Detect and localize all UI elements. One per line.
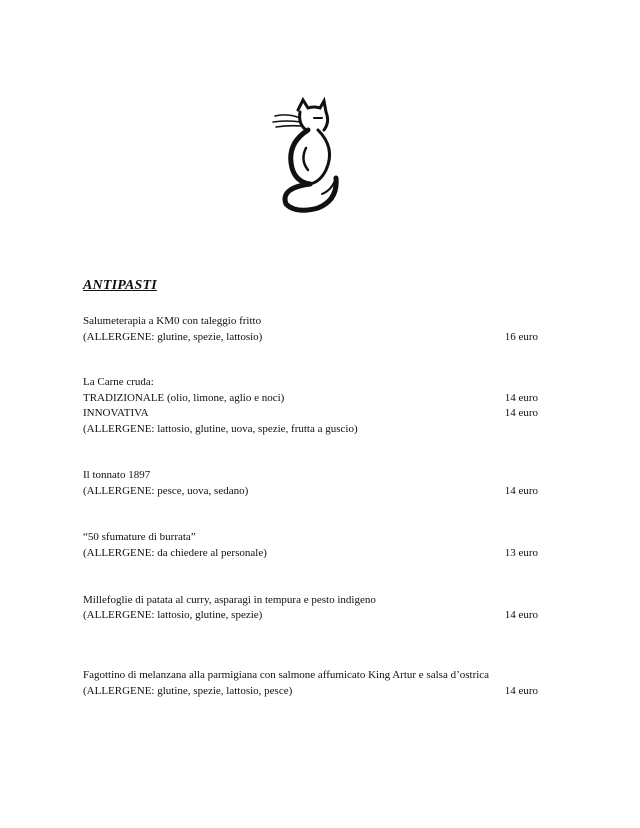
dish-allergens: (ALLERGENE: da chiedere al personale) xyxy=(83,547,267,559)
dish-price: 14 euro xyxy=(504,609,538,621)
dish-allergens: (ALLERGENE: glutine, spezie, lattosio) xyxy=(83,331,263,343)
dish-variant: INNOVATIVA xyxy=(83,407,149,419)
dish-name: Millefoglie di patata al curry, asparagi in tempura e pesto indigeno xyxy=(83,594,376,606)
dish-allergens: (ALLERGENE: lattosio, glutine, uova, spezie, frutta a guscio) xyxy=(83,423,358,435)
dish-allergens: (ALLERGENE: glutine, spezie, lattosio, pesce) xyxy=(83,685,293,697)
dish-price: 14 euro xyxy=(504,392,538,404)
dish-price: 14 euro xyxy=(504,485,538,497)
dish-name: Salumeterapia a KM0 con taleggio fritto xyxy=(83,315,262,327)
dish-name: Il tonnato 1897 xyxy=(83,469,151,481)
dish-name: “50 sfumature di burrata” xyxy=(83,531,196,543)
dish-price: 14 euro xyxy=(504,407,538,419)
dish-name: La Carne cruda: xyxy=(83,376,154,388)
dish-allergens: (ALLERGENE: pesce, uova, sedano) xyxy=(83,485,249,497)
section-title: ANTIPASTI xyxy=(83,278,157,293)
dish-allergens: (ALLERGENE: lattosio, glutine, spezie) xyxy=(83,609,263,621)
dish-price: 13 euro xyxy=(504,547,538,559)
dish-price: 14 euro xyxy=(504,685,538,697)
dish-variant: TRADIZIONALE (olio, limone, aglio e noci) xyxy=(83,392,285,404)
cat-logo-icon xyxy=(270,96,342,214)
dish-name: Fagottino di melanzana alla parmigiana con salmone affumicato King Artur e salsa d’ostrica xyxy=(83,669,490,681)
dish-price: 16 euro xyxy=(504,331,538,343)
